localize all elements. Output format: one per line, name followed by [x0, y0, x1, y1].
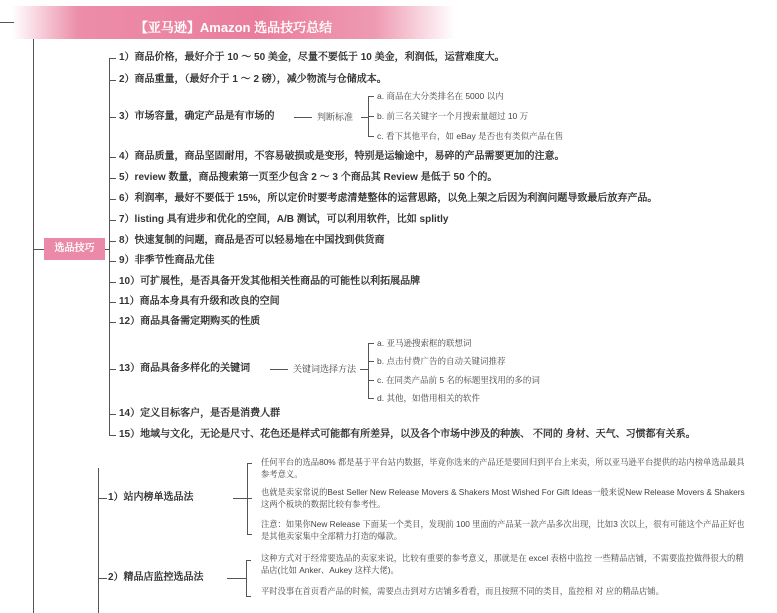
method-2-tick — [246, 560, 251, 561]
tip-4: 4）商品质量，商品坚固耐用，不容易破损或是变形，特别是运输途中，易碎的产品需要更加的注意。 — [119, 151, 565, 162]
tip-tick — [109, 369, 116, 370]
method-1-tick — [247, 463, 252, 464]
keywords-tick — [368, 361, 374, 362]
keywords-tick — [368, 398, 374, 399]
market-item-a: a. 商品在大分类排名在 5000 以内 — [377, 91, 504, 101]
tip-1: 1）商品价格，最好介于 10 ～ 50 美金，尽量不要低于 10 美金，利润低，运营难度大。 — [119, 52, 505, 63]
tip-6: 6）利润率，最好不要低于 15%，所以定价时要考虑清楚整体的运营思路，以免上架之后因为利润问题导致最后放弃产品。 — [119, 193, 658, 204]
method-1-connector — [233, 498, 247, 499]
tip-2: 2）商品重量，（最好介于 1 ～ 2 磅），减少物流与仓储成本。 — [119, 74, 387, 85]
tip-11: 11）商品本身具有升级和改良的空间 — [119, 296, 280, 307]
tip-tick — [109, 58, 116, 59]
keyword-item-b: b. 点击付费广告的自动关键词推荐 — [377, 356, 506, 366]
tip-tick — [109, 282, 116, 283]
method-1-note-2: 也就是卖家常说的Best Seller New Release Movers & Shakers Most Wished For Gift Ideas一般来说New Release Movers & Shakers 这两个板块的数据比较有参考性。 — [261, 487, 745, 509]
tip-3: 3）市场容量，确定产品是有市场的 — [119, 111, 275, 122]
tip-12: 12）商品具备需定期购买的性质 — [119, 316, 261, 327]
method-tick — [98, 498, 107, 499]
keyword-item-a: a. 亚马逊搜索框的联想词 — [377, 338, 472, 348]
method-2-title: 2）精品店监控选品法 — [108, 572, 204, 583]
market-connector — [361, 117, 368, 118]
tip-13: 13）商品具备多样化的关键词 — [119, 363, 251, 374]
keyword-item-d: d. 其他，如借用相关的软件 — [377, 393, 480, 403]
tip-14: 14）定义目标客户，是否是消费人群 — [119, 408, 281, 419]
tip-tick — [109, 414, 116, 415]
method-1-tick — [247, 534, 252, 535]
tip-10: 10）可扩展性，是否具备开发其他相关性商品的可能性以利拓展品牌 — [119, 276, 421, 287]
tip-tick — [109, 241, 116, 242]
market-item-b: b. 前三名关键字一个月搜索量超过 10 万 — [377, 111, 529, 121]
tip-9: 9）非季节性商品尤佳 — [119, 255, 215, 266]
market-label: 判断标准 — [317, 112, 354, 122]
keywords-tick — [368, 343, 374, 344]
tip-tick — [109, 80, 116, 81]
category-node[interactable]: 选品技巧 — [44, 238, 105, 260]
tip-15: 15）地域与文化，无论是尺寸、花色还是样式可能都有所差异，以及各个市场中涉及的种族、 不同的 身材、天气、习惯都有关系。 — [119, 429, 696, 440]
method-1-bracket — [247, 463, 248, 535]
tip-tick — [109, 220, 116, 221]
tip-tick — [109, 178, 116, 179]
keywords-label: 关键词选择方法 — [293, 364, 357, 374]
tips-connector — [109, 58, 110, 435]
market-connector — [294, 117, 312, 118]
methods-connector — [98, 468, 99, 613]
trunk-branch — [33, 249, 44, 250]
keywords-tick — [368, 380, 374, 381]
method-1-title: 1）站内榜单选品法 — [108, 492, 194, 503]
tip-tick — [109, 157, 116, 158]
method-2-tick — [246, 596, 251, 597]
tip-8: 8）快速复制的问题，商品是否可以轻易地在中国找到供货商 — [119, 235, 385, 246]
market-tick — [368, 116, 374, 117]
market-tick — [368, 136, 374, 137]
tip-tick — [109, 117, 116, 118]
method-2-connector — [227, 578, 246, 579]
keyword-item-c: c. 在同类产品前 5 名的标题里找用的多的词 — [377, 375, 540, 385]
tip-7: 7）listing 具有进步和优化的空间，A/B 测试，可以利用软件，比如 splitly — [119, 214, 449, 225]
keywords-connector — [270, 369, 288, 370]
trunk-line — [33, 39, 34, 613]
tip-tick — [109, 322, 116, 323]
market-item-c: c. 看下其他平台，如 eBay 是否也有类似产品在售 — [377, 131, 564, 141]
market-tick — [368, 96, 374, 97]
header-banner — [12, 6, 455, 39]
tip-tick — [109, 199, 116, 200]
keywords-connector — [360, 369, 368, 370]
method-1-note-3: 注意：如果你New Release 下面某一个类目，发现前 100 里面的产品某一款产品多次出现，比如3 次以上，很有可能这个产品正好也是其他卖家集中全部精力打造的爆款。 — [261, 519, 745, 541]
tip-tick — [109, 302, 116, 303]
page-title: 【亚马逊】Amazon 选品技巧总结 — [134, 20, 333, 35]
method-1-tick — [247, 498, 252, 499]
tip-5: 5）review 数量，商品搜索第一页至少包含 2 ～ 3 个商品其 Review 是低于 50 个的。 — [119, 172, 498, 183]
method-2-bracket — [246, 560, 247, 596]
method-2-note-2: 平时没事在首页看产品的时候，需要点击到对方店铺多看看，而且按照不同的类目，监控相 对 应的精品店铺。 — [261, 586, 664, 596]
keywords-bracket — [368, 343, 369, 398]
method-2-note-1: 这种方式对于经常要选品的卖家来说，比较有重要的参考意义，那就是在 excel 表格中监控 一些精品店铺，不需要监控做得很大的精品店(比如 Anker、Aukey 这样大佬)。 — [261, 553, 744, 575]
method-1-note-1: 任何平台的选品80% 都是基于平台站内数据，毕竟你选来的产品还是要回归到平台上来卖，所以亚马逊平台提供的站内榜单选品最具参考意义。 — [261, 457, 745, 479]
tip-tick — [109, 435, 116, 436]
method-tick — [98, 578, 107, 579]
tip-tick — [109, 261, 116, 262]
